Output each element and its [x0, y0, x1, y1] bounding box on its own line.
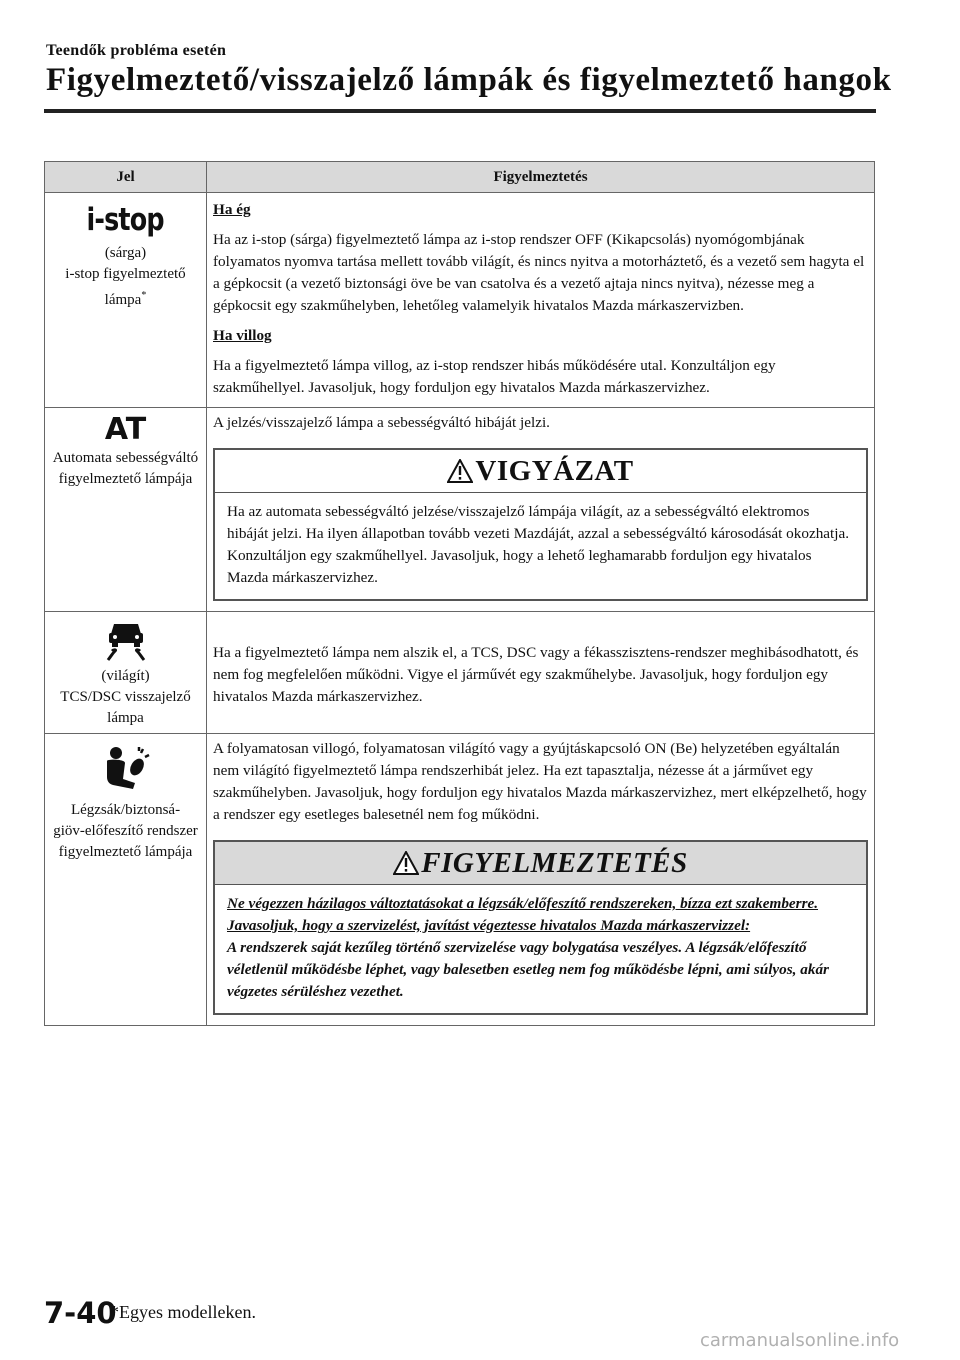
at-icon: AT	[104, 412, 147, 447]
symbol-cell	[45, 734, 207, 1026]
warning-box	[213, 840, 868, 1015]
symbol-cell	[45, 408, 207, 612]
warning-lamp-table	[44, 161, 875, 1026]
table-row	[45, 734, 875, 1026]
symbol-cell	[45, 193, 207, 408]
i-stop-icon: i-stop	[86, 202, 165, 238]
warning-box-header	[215, 842, 866, 885]
caution-box-header	[215, 450, 866, 493]
warning-cell	[207, 734, 875, 1026]
table-row	[45, 612, 875, 734]
subheading-on: Ha ég	[213, 201, 251, 218]
table-row	[45, 193, 875, 408]
warning-box-title: FIGYELMEZTETÉS	[421, 847, 688, 879]
symbol-cell	[45, 612, 207, 734]
column-header-symbol: Jel	[45, 162, 207, 193]
paragraph: Ha a figyelmeztető lámpa villog, az i-stop rendszer hibás működésére utal. Konzultáljon egy szakműhellyel. Javasoljuk, hogy forduljon egy hivatalos Mazda márkaszervizhez.	[213, 357, 776, 396]
tcs-dsc-icon	[47, 616, 204, 666]
section-label: Teendők probléma esetén	[46, 42, 227, 59]
footnote: *Egyes modelleken.	[110, 1302, 256, 1322]
table-row	[45, 408, 875, 612]
paragraph: Ha a figyelmeztető lámpa nem alszik el, a TCS, DSC vagy a fékasszisztens-rendszer meghibásodhatott, és nem fog megfelelően működni. Vigye el járművét egy szakműhelybe. Javasoljuk, hogy forduljon egy hivatalos Mazda márkaszervizhez.	[213, 644, 859, 705]
page-number: 7-40	[44, 1296, 117, 1330]
caution-box-title: VIGYÁZAT	[475, 455, 634, 487]
page-title: Figyelmeztető/visszajelző lámpák és figyelmeztető hangok	[46, 62, 892, 98]
warning-cell	[207, 193, 875, 408]
symbol-caption: Légzsák/biztonsá- giöv-előfeszítő rendszer figyelmeztető lámpája	[53, 802, 198, 860]
paragraph: A folyamatosan villogó, folyamatosan világító vagy a gyújtáskapcsoló ON (Be) helyzetében egyáltalán nem világító figyelmeztető lámpa rendszerhibát jelez. Ha ezt tapasztalja, nézesse át a járművet egy szakműhelyben. Javasoljuk, hogy forduljon egy hivatalos Mazda márkaszervizhez, mert elképzelhető, hogy a rendszer egy esetleges balesetnél nem fog működni.	[213, 740, 867, 823]
table-header-row	[45, 162, 875, 193]
caution-box	[213, 448, 868, 601]
symbol-caption: (világít) TCS/DSC visszajelző lámpa	[60, 668, 191, 726]
caution-box-text: Ha az automata sebességváltó jelzése/visszajelző lámpája világít, az a sebességváltó elektromos hibáját jelzi. Ha ilyen állapotban tovább vezeti Mazdáját, azzal a sebességváltó károsodását okozhatja. Konzultáljon egy szakműhellyel. Javasoljuk, hogy a lehető leghamarabb forduljon egy hivatalos Mazda márkaszervizhez.	[227, 503, 850, 586]
warning-triangle-icon	[393, 851, 419, 875]
airbag-icon	[47, 738, 204, 800]
symbol-caption: Automata sebességváltó figyelmeztető lámpája	[52, 450, 199, 487]
warning-cell	[207, 408, 875, 612]
symbol-caption: (sárga) i-stop figyelmeztető lámpa*	[65, 245, 186, 308]
paragraph: Ha az i-stop (sárga) figyelmeztető lámpa az i-stop rendszer OFF (Kikapcsolás) nyomógombjának folyamatos nyomva tartása mellett tovább világít, és nincs nyitva a motorháztető, és a vezető sem hagyta el a gépkocsit (a vezető biztonsági öve be van csatolva és a vezető ajtaja nincs nyitva), nézesse meg a gépkocsit egy szakműhelyben, lehetőleg valamelyik hivatalos Mazda márkaszervizben.	[213, 231, 865, 314]
paragraph: A jelzés/visszajelző lámpa a sebességváltó hibáját jelzi.	[213, 414, 550, 431]
subheading-flashing: Ha villog	[213, 327, 272, 344]
title-rule	[44, 109, 876, 113]
warning-cell	[207, 612, 875, 734]
watermark: carmanualsonline.info	[700, 1330, 900, 1351]
column-header-warning: Figyelmeztetés	[207, 162, 875, 193]
warning-triangle-icon	[447, 459, 473, 483]
warning-box-text: Ne végezzen házilagos változtatásokat a légzsák/előfeszítő rendszereken, bízza ezt szakemberre. Javasoljuk, hogy a szervizelést, javítást végeztesse hivatalos Mazda márkaszervizzel: A rendszerek saját kezűleg történő szervizelése vagy bolygatása veszélyes. A légzsák/előfeszítő véletlenül működésbe léphet, vagy balesetben esetleg nem fog működésbe lépni, ami súlyos, akár végzetes sérüléshez vezethet.	[227, 895, 829, 1000]
